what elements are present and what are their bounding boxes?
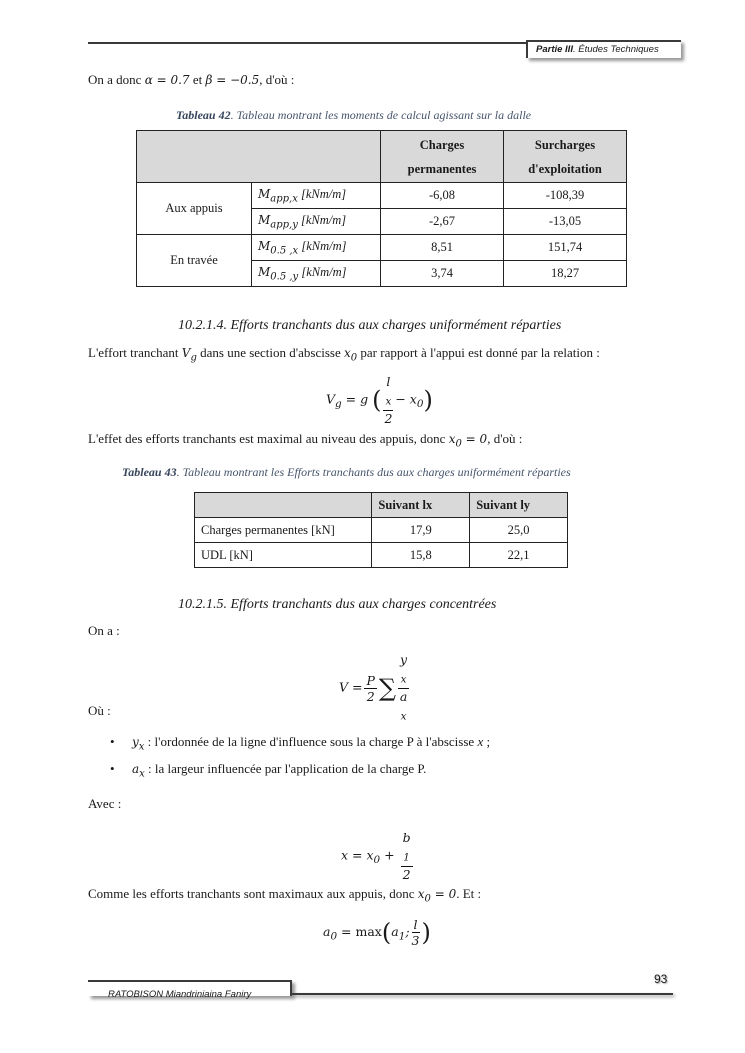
cell: 22,1 xyxy=(470,543,568,568)
equation-x: $x = x_0$ + b $_1$ 2 xyxy=(341,830,411,882)
cell: -108,39 xyxy=(504,183,627,209)
table43-col2: Suivant ly xyxy=(470,493,568,518)
cell: 18,27 xyxy=(504,261,627,287)
intro-text: On a donc α = 0.7 et β = −0.5, d'où : xyxy=(88,72,295,87)
section-heading: 10.2.1.4. Efforts tranchants dus aux charges uniformément réparties xyxy=(178,318,562,333)
list-item: • $y_x$ : l'ordonnée de la ligne d'influence sous la charge P à l'abscisse x ; xyxy=(110,734,490,752)
cell: -13,05 xyxy=(504,209,627,235)
table-row xyxy=(195,518,568,543)
list-item: • $a_x$ : la largeur influencée par l'application de la charge P. xyxy=(110,761,426,779)
cell: 8,51 xyxy=(381,235,504,261)
cell: -6,08 xyxy=(381,183,504,209)
ou-text: Où : xyxy=(88,703,111,718)
paragraph: L'effort tranchant $V_g$ dans une section d'abscisse $x_0$ par rapport à l'appui est donné par la relation : xyxy=(88,345,600,364)
table42-caption: Tableau 42. Tableau montrant les moments de calcul agissant sur la dalle xyxy=(176,108,532,122)
footer-author: RATOBISON Miandriniaina Faniry xyxy=(108,989,252,1000)
table43-col1: Suivant lx xyxy=(372,493,470,518)
cell: 151,74 xyxy=(504,235,627,261)
row-label: $M_{app,x}$ [kNm/m] xyxy=(252,183,381,209)
cell: 25,0 xyxy=(470,518,568,543)
table43 xyxy=(194,492,568,568)
header-rule xyxy=(88,42,528,44)
table42-col1: Charges permanentes xyxy=(381,131,504,183)
on-a-text: On a : xyxy=(88,623,120,638)
row-label: UDL [kN] xyxy=(195,543,372,568)
section-heading: 10.2.1.5. Efforts tranchants dus aux charges concentrées xyxy=(178,597,497,612)
table42-empty-header xyxy=(137,131,381,183)
table42 xyxy=(136,130,627,287)
table-row xyxy=(195,543,568,568)
header-label: Partie III. Études Techniques xyxy=(526,40,681,58)
table43-caption: Tableau 43. Tableau montrant les Efforts tranchants dus aux charges uniformément réparties xyxy=(122,465,571,479)
row-label: $M_{0.5 ,y}$ [kNm/m] xyxy=(252,261,381,287)
equation-v: V = $\frac{P}{2}$ ∑ y $_x$ a $_x$ xyxy=(339,652,408,722)
equation-a0: $a_0 = \max(a_1$; $\frac{l}{3}$ ) xyxy=(323,917,431,948)
cell: 15,8 xyxy=(372,543,470,568)
table-row xyxy=(137,235,627,261)
page-number: 93 xyxy=(654,972,668,986)
row-label: Charges permanentes [kN] xyxy=(195,518,372,543)
avec-text: Avec : xyxy=(88,796,122,811)
cell: 17,9 xyxy=(372,518,470,543)
cell: 3,74 xyxy=(381,261,504,287)
group-label: Aux appuis xyxy=(137,183,252,235)
cell: -2,67 xyxy=(381,209,504,235)
paragraph: Comme les efforts tranchants sont maximaux aux appuis, donc $x_0 = 0$. Et : xyxy=(88,886,482,905)
group-label: En travée xyxy=(137,235,252,287)
row-label: $M_{app,y}$ [kNm/m] xyxy=(252,209,381,235)
table42-col2: Surcharges d'exploitation xyxy=(504,131,627,183)
table43-empty-header xyxy=(195,493,372,518)
table-row xyxy=(137,183,627,209)
equation-vg: $V_g = g$ ( l $_x$ 2 − $x_0$) xyxy=(326,374,433,426)
paragraph: L'effet des efforts tranchants est maximal au niveau des appuis, donc $x_0 = 0$, d'où : xyxy=(88,431,523,450)
row-label: $M_{0.5 ,x}$ [kNm/m] xyxy=(252,235,381,261)
footer-rule xyxy=(290,993,673,995)
